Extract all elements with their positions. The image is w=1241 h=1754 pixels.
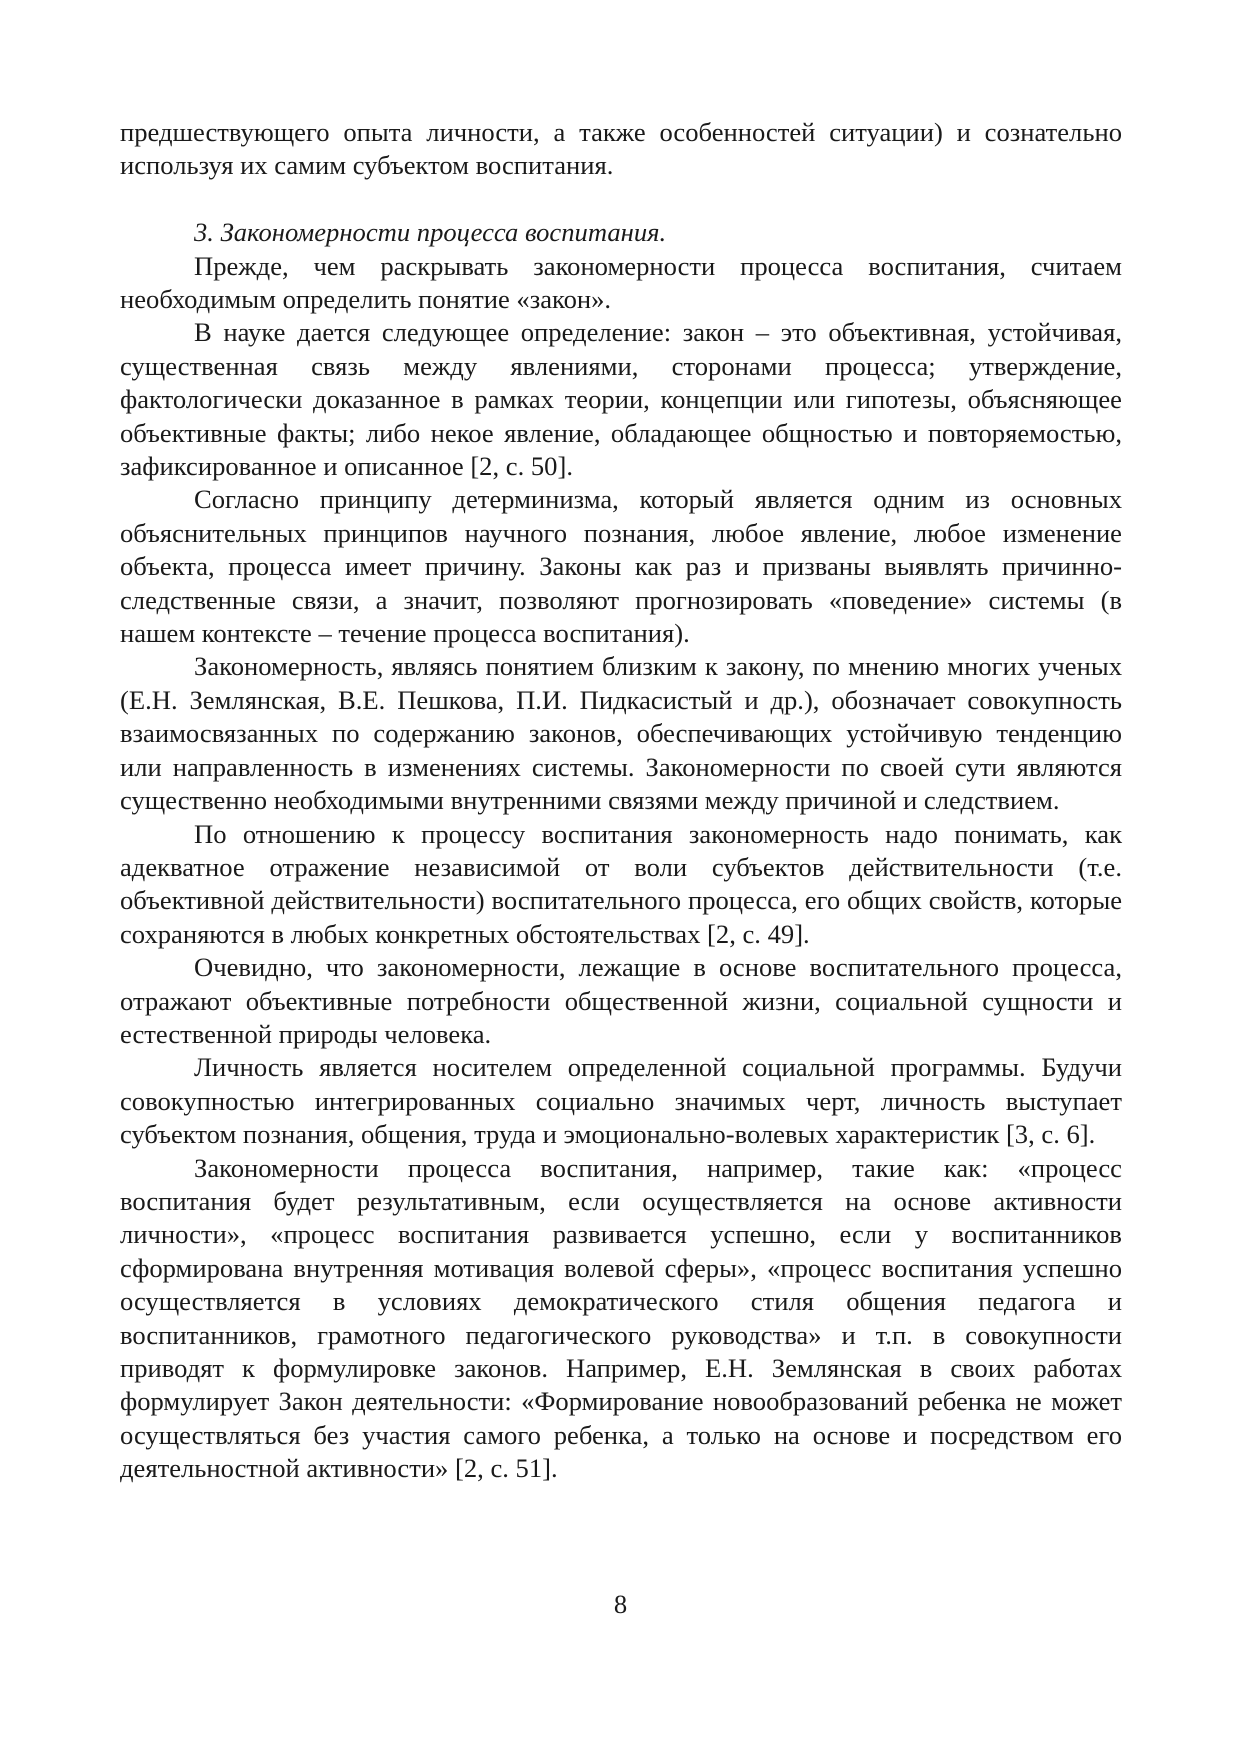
paragraph: По отношению к процессу воспитания закономерность надо понимать, как адекватное отражение независимой от воли субъектов действительности (т.е. объективной действительности) воспитательного процесса, его общих свойств, которые сохраняются в любых конкретных обстоятельствах [2, с. 49].: [120, 818, 1122, 949]
continuation-paragraph: предшествующего опыта личности, а также особенностей ситуации) и сознательно используя их самим субъектом воспитания.: [120, 117, 1122, 181]
paragraph: Согласно принципу детерминизма, который является одним из основных объяснительных принципов научного познания, любое явление, любое изменение объекта, процесса имеет причину. Законы как раз и призваны выявлять причинно-следственные связи, а значит, позволяют прогнозировать «поведение» системы (в нашем контексте – течение процесса воспитания).: [120, 484, 1122, 649]
section-heading: 3. Закономерности процесса воспитания.: [194, 217, 667, 248]
paragraph: Закономерности процесса воспитания, например, такие как: «процесс воспитания будет результативным, если осуществляется на основе активности личности», «процесс воспитания развивается успешно, если у воспитанников сформирована внутренняя мотивация волевой сферы», «процесс воспитания успешно осуществляется в условиях демократического стиля общения педагога и воспитанников, грамотного педагогического руководства» и т.п. в совокупности приводят к формулировке законов. Например, Е.Н. Землянская в своих работах формулирует Закон деятельности: «Формирование новообразований ребенка не может осуществляться без участия самого ребенка, а только на основе и посредством его деятельностной активности» [2, с. 51].: [120, 1152, 1122, 1484]
body-text: [120, 116, 1122, 1486]
paragraph: Прежде, чем раскрывать закономерности процесса воспитания, считаем необходимым определить понятие «закон».: [120, 250, 1122, 315]
paragraph: В науке дается следующее определение: закон – это объективная, устойчивая, существенная связь между явлениями, сторонами процесса; утверждение, фактологически доказанное в рамках теории, концепции или гипотезы, объясняющее объективные факты; либо некое явление, обладающее общностью и повторяемостью, зафиксированное и описанное [2, с. 50].: [120, 317, 1122, 482]
paragraph: Личность является носителем определенной социальной программы. Будучи совокупностью интегрированных социально значимых черт, личность выступает субъектом познания, общения, труда и эмоционально-волевых характеристик [3, с. 6].: [120, 1052, 1122, 1150]
page-number: 8: [613, 1589, 628, 1619]
paragraph: Закономерность, являясь понятием близким к закону, по мнению многих ученых (Е.Н. Землянская, В.Е. Пешкова, П.И. Пидкасистый и др.), обозначает совокупность взаимосвязанных по содержанию законов, обеспечивающих устойчивую тенденцию или направленность в изменениях системы. Закономерности по своей сути являются существенно необходимыми внутренними связями между причиной и следствием.: [120, 651, 1122, 816]
paragraph: Очевидно, что закономерности, лежащие в основе воспитательного процесса, отражают объективные потребности общественной жизни, социальной сущности и естественной природы человека.: [120, 952, 1122, 1049]
